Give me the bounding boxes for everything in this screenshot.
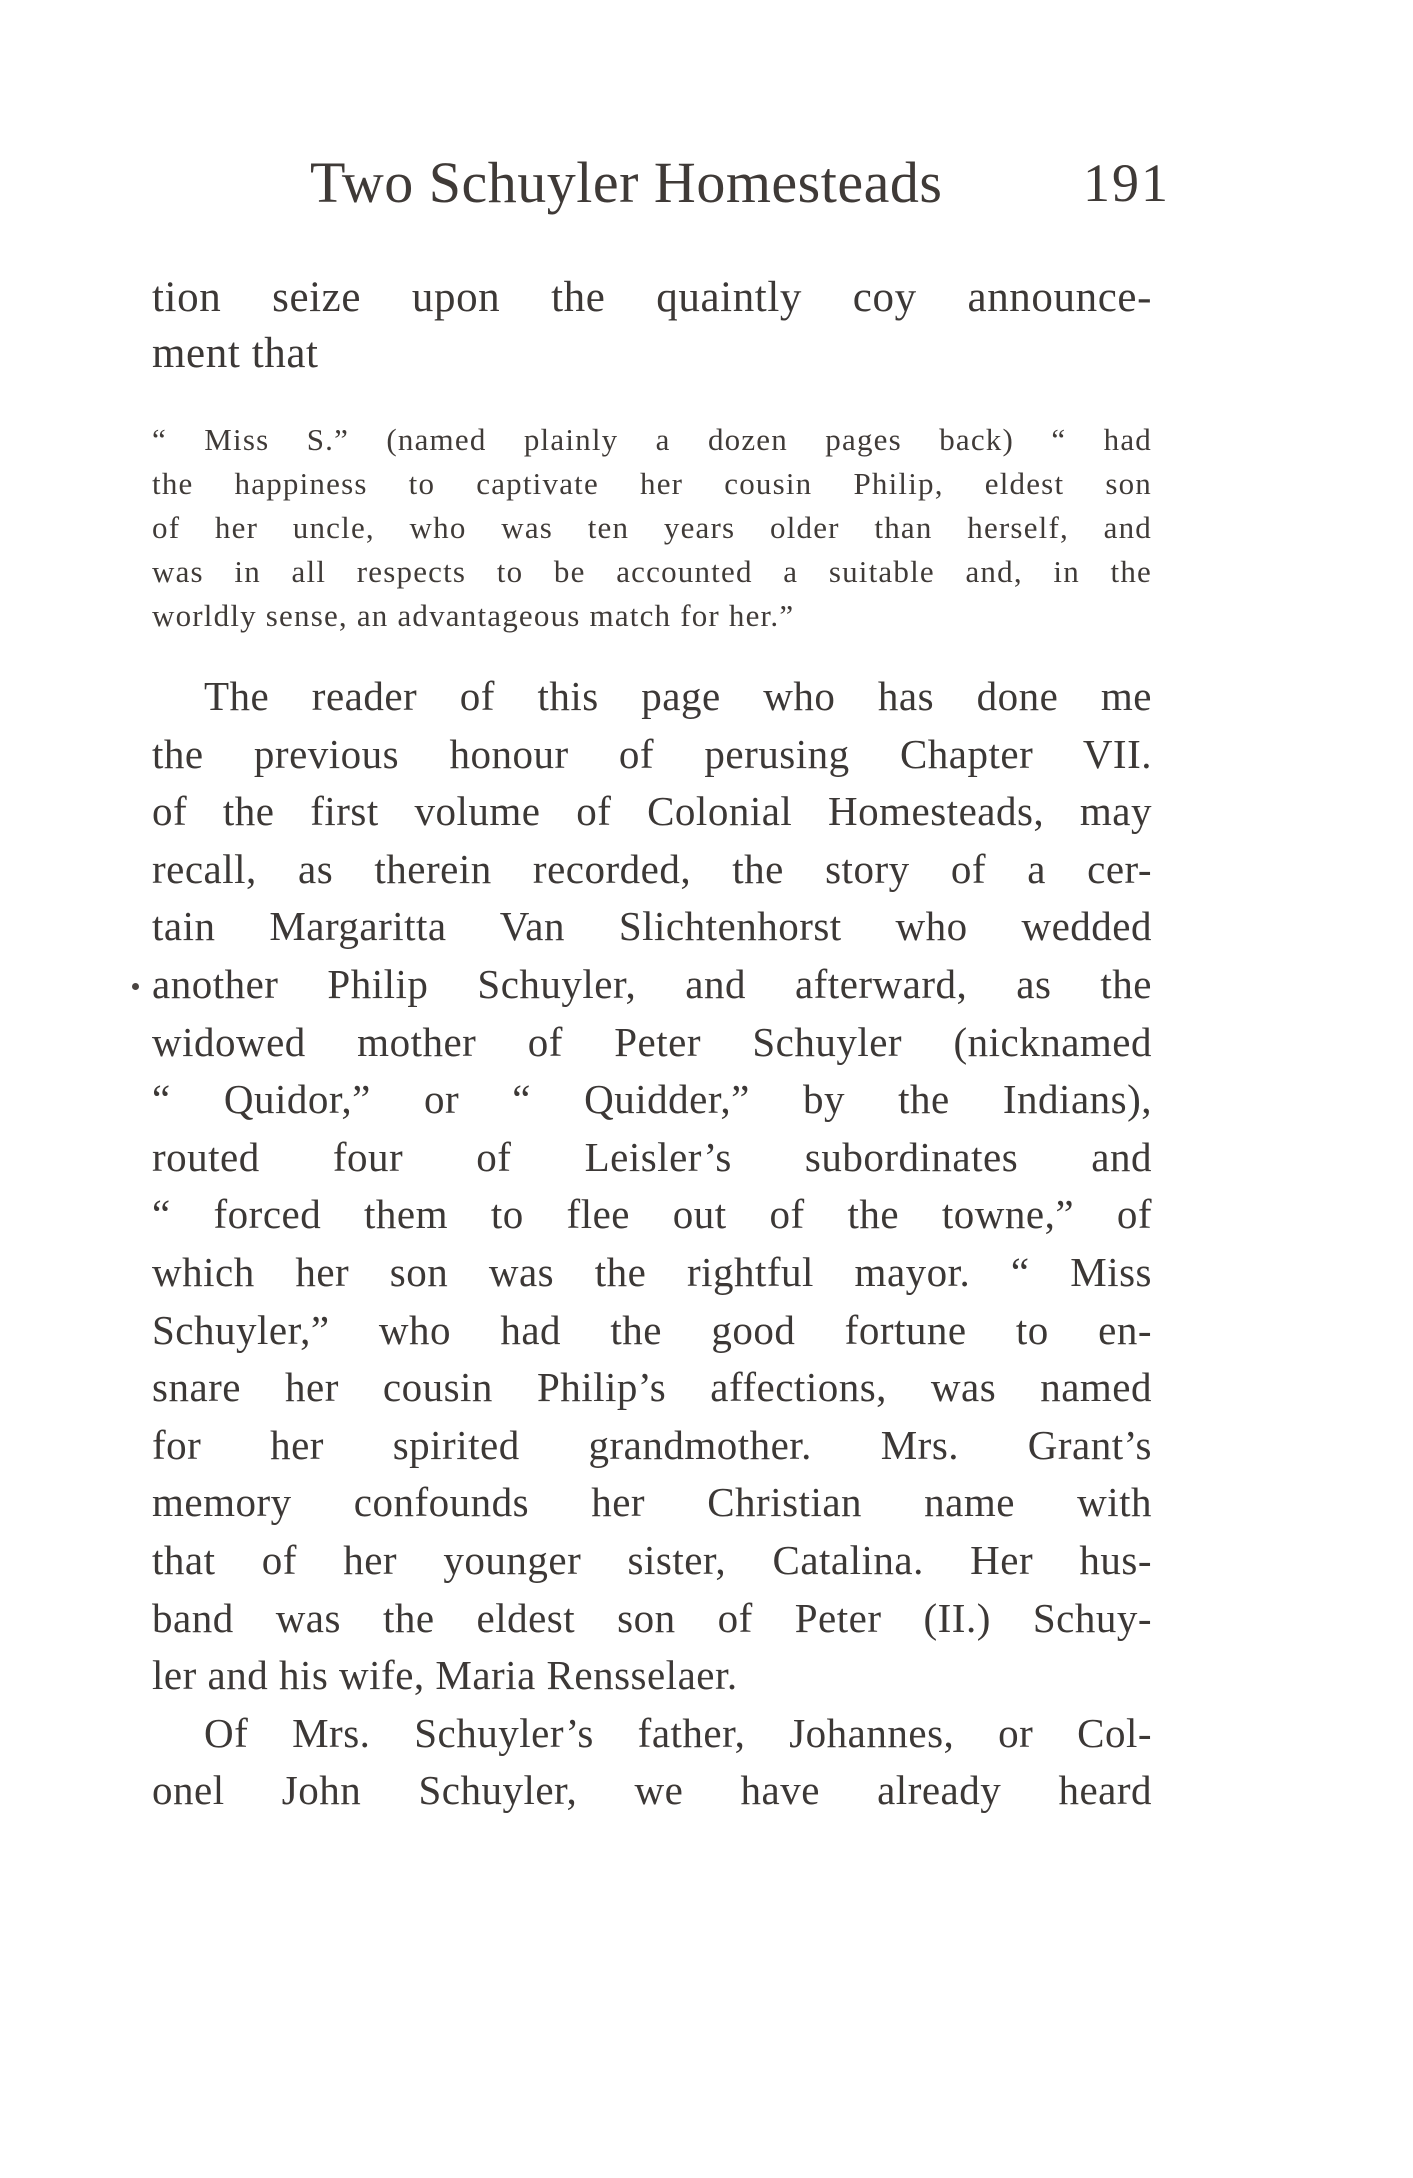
text-line: for her spirited grandmother. Mrs. Grant’s — [152, 1421, 1152, 1468]
text-line: recall, as therein recorded, the story of a cer- — [152, 845, 1152, 892]
text-line: ler and his wife, Maria Rensselaer. — [152, 1652, 738, 1699]
paragraph-two — [152, 1705, 1152, 1820]
text-line: of the first volume of Colonial Homesteads, may — [152, 788, 1152, 835]
text-line: band was the eldest son of Peter (II.) Schuy- — [152, 1594, 1152, 1641]
text-line: memory confounds her Christian name with — [152, 1479, 1152, 1526]
text-line: ment that — [152, 330, 319, 377]
text-line: onel John Schuyler, we have already heard — [152, 1767, 1152, 1814]
text-line: “ forced them to flee out of the towne,” of — [152, 1191, 1152, 1238]
quotation-line: the happiness to captivate her cousin Philip, eldest son — [152, 466, 1152, 501]
block-quotation — [152, 418, 1152, 638]
text-line: snare her cousin Philip’s affections, was named — [152, 1364, 1152, 1411]
page-number: 191 — [1083, 153, 1170, 213]
quotation-line: was in all respects to be accounted a suitable and, in the — [152, 554, 1152, 589]
text-line: routed four of Leisler’s subordinates and — [152, 1133, 1152, 1180]
text-line: that of her younger sister, Catalina. Her hus- — [152, 1536, 1152, 1583]
text-line: The reader of this page who has done me — [204, 673, 1152, 719]
text-line: widowed mother of Peter Schuyler (nicknamed — [152, 1018, 1152, 1065]
running-head — [310, 148, 1170, 218]
text-line: tain Margaritta Van Slichtenhorst who wedded — [152, 903, 1152, 950]
text-block — [152, 270, 1152, 1820]
running-title: Two Schuyler Homesteads — [310, 150, 943, 215]
text-line: Of Mrs. Schuyler’s father, Johannes, or Col- — [204, 1709, 1152, 1756]
quotation-line: of her uncle, who was ten years older than herself, and — [152, 510, 1152, 545]
text-line: the previous honour of perusing Chapter VII. — [152, 730, 1152, 777]
text-line: “ Quidor,” or “ Quidder,” by the Indians), — [152, 1076, 1152, 1123]
quotation-line: “ Miss S.” (named plainly a dozen pages back) “ had — [152, 422, 1152, 457]
paragraph-one — [152, 668, 1152, 1705]
text-line: Schuyler,” who had the good fortune to en- — [152, 1306, 1152, 1353]
quotation-line: worldly sense, an advantageous match for her.” — [152, 598, 795, 633]
text-line: which her son was the rightful mayor. “ Miss — [152, 1248, 1152, 1295]
ink-fleck — [132, 983, 139, 990]
text-line: tion seize upon the quaintly coy announce- — [152, 274, 1152, 321]
opening-fragment — [152, 270, 1152, 382]
text-line: another Philip Schuyler, and afterward, as the — [152, 960, 1152, 1007]
